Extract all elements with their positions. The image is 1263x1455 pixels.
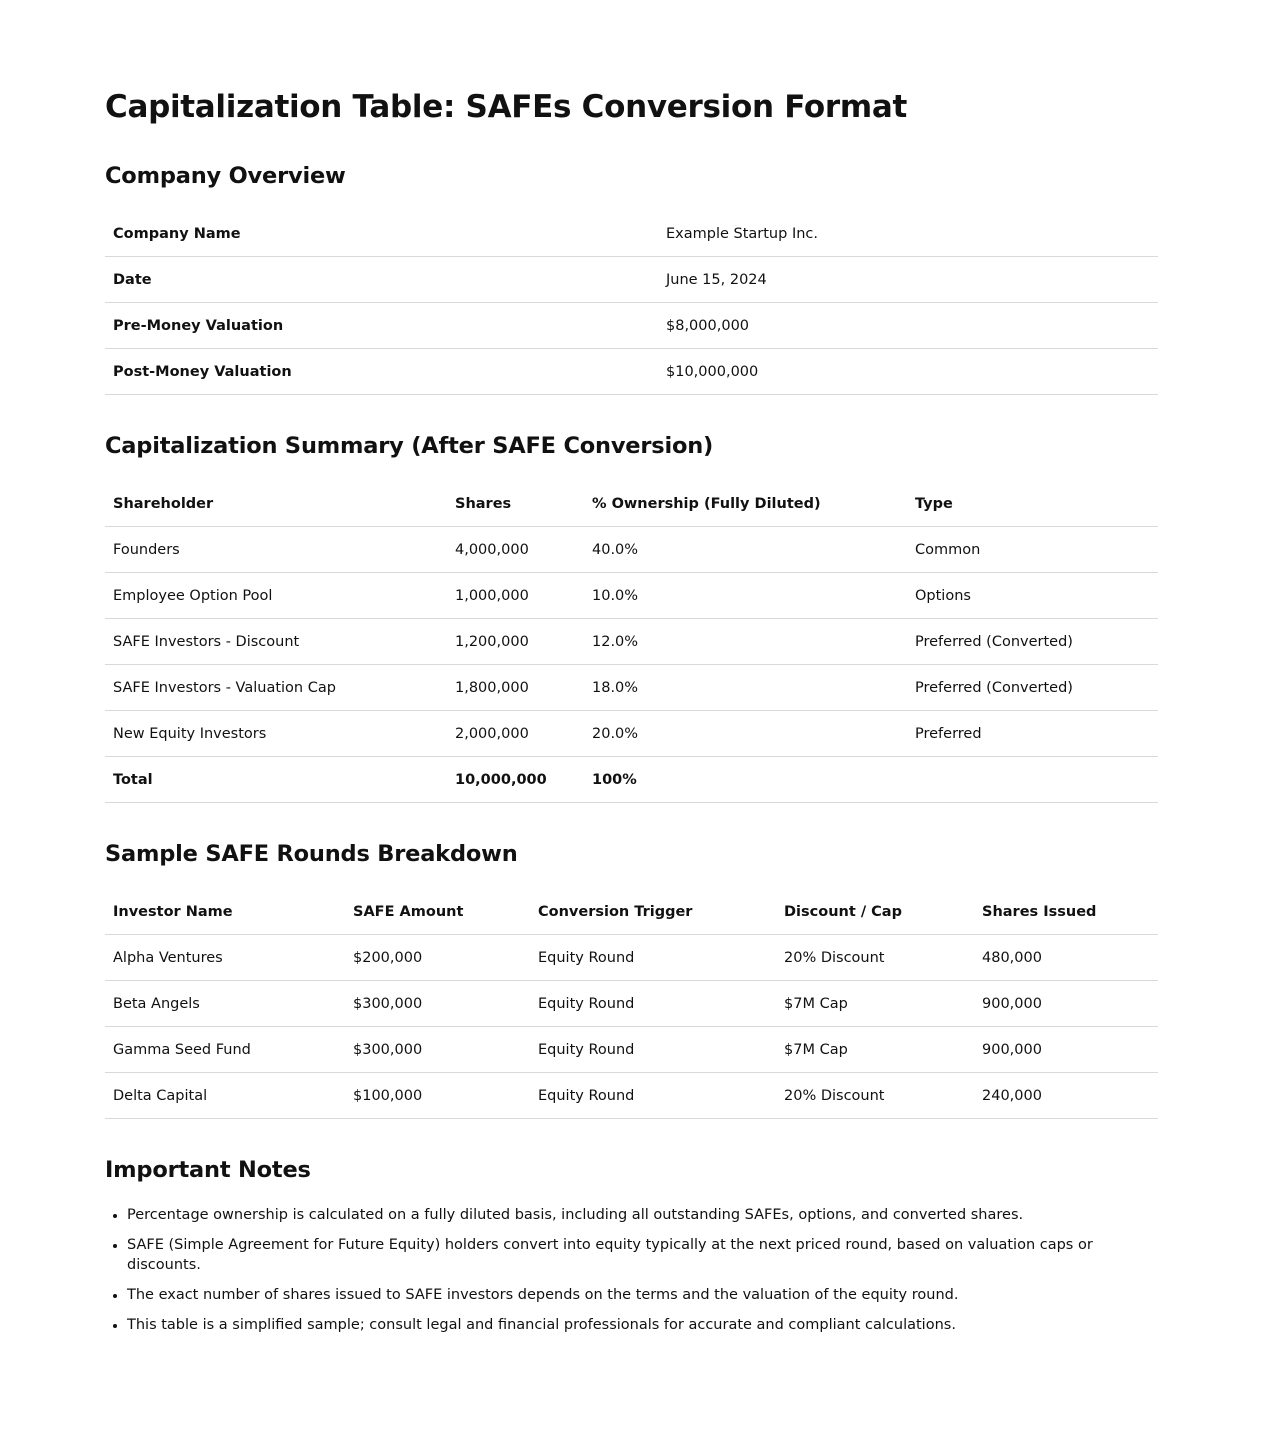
overview-label: Date (105, 257, 658, 303)
cell: Equity Round (530, 1073, 776, 1119)
safe-rounds-heading: Sample SAFE Rounds Breakdown (105, 841, 518, 867)
column-header: Type (907, 481, 1158, 527)
page-title: Capitalization Table: SAFEs Conversion Format (105, 89, 907, 125)
table-header-row (105, 481, 1158, 527)
total-type (907, 757, 1158, 803)
table-row (105, 257, 1158, 303)
table-row (105, 981, 1158, 1027)
cell: 40.0% (584, 527, 907, 573)
cell: 12.0% (584, 619, 907, 665)
cell: 20% Discount (776, 935, 974, 981)
table-row (105, 1073, 1158, 1119)
cell: $300,000 (345, 1027, 530, 1073)
cap-summary-heading: Capitalization Summary (After SAFE Conversion) (105, 433, 714, 459)
total-row (105, 757, 1158, 803)
table-row (105, 935, 1158, 981)
cell: 20.0% (584, 711, 907, 757)
overview-value: $10,000,000 (658, 349, 1158, 395)
cell: SAFE Investors - Discount (105, 619, 447, 665)
notes-heading: Important Notes (105, 1157, 311, 1183)
total-shares: 10,000,000 (447, 757, 584, 803)
list-item: • The exact number of shares issued to SAFE investors depends on the terms and the valuation of the equity round. (127, 1285, 1158, 1305)
overview-label: Pre-Money Valuation (105, 303, 658, 349)
column-header: Shares (447, 481, 584, 527)
cell: Delta Capital (105, 1073, 345, 1119)
table-row (105, 619, 1158, 665)
cell: 2,000,000 (447, 711, 584, 757)
table-row (105, 711, 1158, 757)
cell: Founders (105, 527, 447, 573)
list-item: • SAFE (Simple Agreement for Future Equity) holders convert into equity typically at the next priced round, based on valuation caps or discounts. (127, 1235, 1158, 1275)
cell: SAFE Investors - Valuation Cap (105, 665, 447, 711)
safe-rounds-section (105, 839, 1158, 1119)
company-overview-heading: Company Overview (105, 163, 346, 189)
cell: 18.0% (584, 665, 907, 711)
column-header: Shareholder (105, 481, 447, 527)
cell: Preferred (907, 711, 1158, 757)
cell: 20% Discount (776, 1073, 974, 1119)
cell: Equity Round (530, 981, 776, 1027)
cell: Equity Round (530, 1027, 776, 1073)
column-header: Discount / Cap (776, 889, 974, 935)
cell: Preferred (Converted) (907, 619, 1158, 665)
cell: New Equity Investors (105, 711, 447, 757)
cell: $7M Cap (776, 981, 974, 1027)
cell: 1,800,000 (447, 665, 584, 711)
list-item: • This table is a simplified sample; consult legal and financial professionals for accurate and compliant calculations. (127, 1315, 1158, 1335)
table-row (105, 303, 1158, 349)
table-row (105, 665, 1158, 711)
cap-summary-section (105, 431, 1158, 803)
cell: Options (907, 573, 1158, 619)
overview-label: Post-Money Valuation (105, 349, 658, 395)
column-header: Shares Issued (974, 889, 1158, 935)
column-header: Conversion Trigger (530, 889, 776, 935)
list-item: • Percentage ownership is calculated on a fully diluted basis, including all outstanding SAFEs, options, and converted shares. (127, 1205, 1158, 1225)
cell: $200,000 (345, 935, 530, 981)
cell: 1,000,000 (447, 573, 584, 619)
overview-label: Company Name (105, 211, 658, 257)
cell: 1,200,000 (447, 619, 584, 665)
total-label: Total (105, 757, 447, 803)
company-overview-table (105, 211, 1158, 395)
notes-section (105, 1155, 1158, 1335)
column-header: Investor Name (105, 889, 345, 935)
overview-value: Example Startup Inc. (658, 211, 1158, 257)
cell: 900,000 (974, 981, 1158, 1027)
cell: $300,000 (345, 981, 530, 1027)
cell: Beta Angels (105, 981, 345, 1027)
cell: 480,000 (974, 935, 1158, 981)
safe-rounds-table (105, 889, 1158, 1119)
column-header: % Ownership (Fully Diluted) (584, 481, 907, 527)
table-row (105, 211, 1158, 257)
cell: 900,000 (974, 1027, 1158, 1073)
company-overview-section (105, 161, 1158, 395)
overview-value: $8,000,000 (658, 303, 1158, 349)
cell: Preferred (Converted) (907, 665, 1158, 711)
cell: 10.0% (584, 573, 907, 619)
column-header: SAFE Amount (345, 889, 530, 935)
cap-summary-table (105, 481, 1158, 803)
table-row (105, 1027, 1158, 1073)
cell: Equity Round (530, 935, 776, 981)
notes-list (105, 1205, 1158, 1335)
cell: $7M Cap (776, 1027, 974, 1073)
cell: Alpha Ventures (105, 935, 345, 981)
table-row (105, 573, 1158, 619)
table-header-row (105, 889, 1158, 935)
cell: 4,000,000 (447, 527, 584, 573)
overview-value: June 15, 2024 (658, 257, 1158, 303)
cell: Employee Option Pool (105, 573, 447, 619)
cell: $100,000 (345, 1073, 530, 1119)
table-row (105, 349, 1158, 395)
table-row (105, 527, 1158, 573)
total-ownership: 100% (584, 757, 907, 803)
cell: Gamma Seed Fund (105, 1027, 345, 1073)
cell: 240,000 (974, 1073, 1158, 1119)
cell: Common (907, 527, 1158, 573)
